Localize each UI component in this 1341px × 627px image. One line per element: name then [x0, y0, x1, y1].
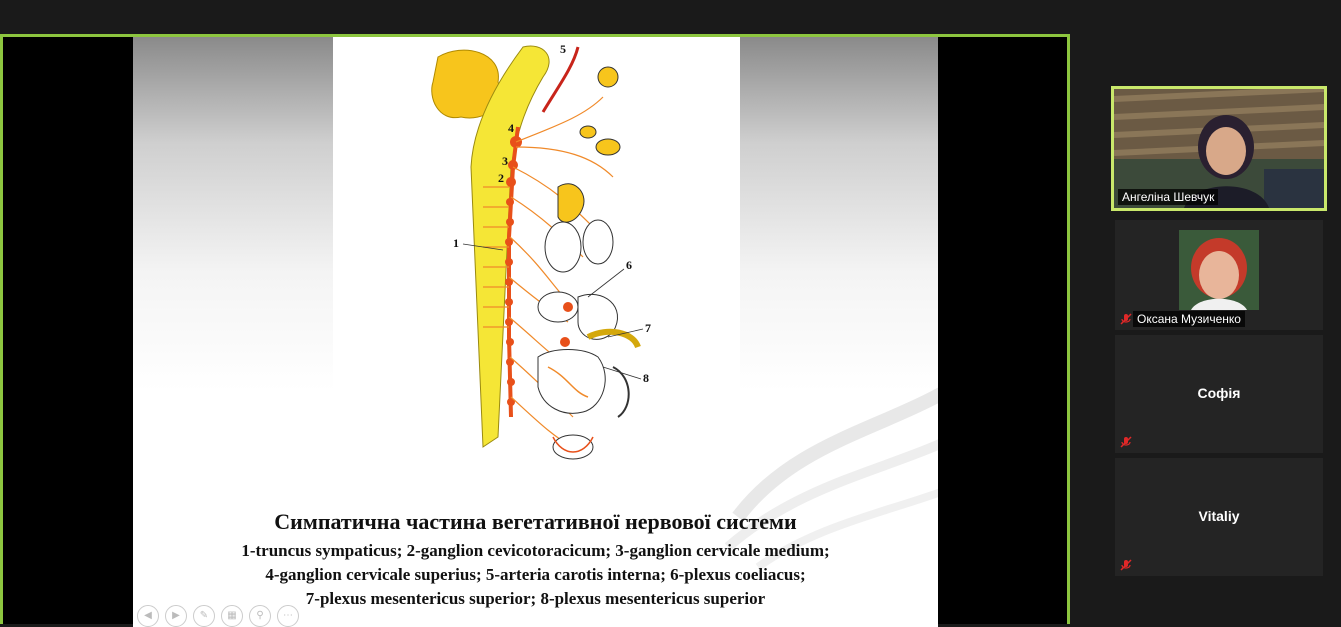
next-slide-icon[interactable]: ▶: [165, 605, 187, 627]
muted-microphone-icon: [1119, 435, 1133, 449]
participant-name: Vitaliy: [1198, 508, 1240, 524]
slide-title: Симпатична частина вегетативної нервової системи: [274, 509, 797, 534]
more-options-icon[interactable]: ⋯: [277, 605, 299, 627]
participant-name: Оксана Музиченко: [1133, 311, 1245, 327]
participant-tile-vitaliy[interactable]: [1115, 458, 1323, 576]
diagram-label-1: 1: [453, 236, 459, 250]
participant-name: Ангеліна Шевчук: [1118, 189, 1218, 205]
slide-legend-line-1: 1-truncus sympaticus; 2-ganglion cevicotoracicum; 3-ganglion cervicale medium;: [241, 541, 830, 560]
slide-decoration: [718, 317, 938, 577]
top-bar: [0, 0, 1341, 34]
diagram-label-4: 4: [508, 121, 514, 135]
previous-slide-icon[interactable]: ◀: [137, 605, 159, 627]
muted-microphone-icon: [1119, 312, 1133, 326]
slide-legend-line-3: 7-plexus mesentericus superior; 8-plexus mesentericus superior: [305, 589, 766, 608]
zoom-icon[interactable]: ⚲: [249, 605, 271, 627]
muted-microphone-icon: [1119, 558, 1133, 572]
sympathetic-nervous-system-diagram: [333, 37, 740, 477]
participant-name: Софія: [1197, 385, 1241, 401]
presentation-slide: [133, 37, 938, 627]
participant-tile-sofia[interactable]: [1115, 335, 1323, 453]
participant-tile-angelina[interactable]: [1111, 86, 1327, 211]
diagram-label-5: 5: [560, 42, 566, 56]
participant-tile-oksana[interactable]: [1115, 220, 1323, 330]
avatar: [1179, 230, 1259, 310]
pen-icon[interactable]: ✎: [193, 605, 215, 627]
diagram-label-7: 7: [645, 321, 651, 335]
diagram-label-3: 3: [502, 154, 508, 168]
diagram-label-6: 6: [626, 258, 632, 272]
slide-legend-line-2: 4-ganglion cervicale superius; 5-arteria carotis interna; 6-plexus coeliacus;: [265, 565, 806, 584]
slides-icon[interactable]: ▦: [221, 605, 243, 627]
screen-share-frame: [0, 34, 1070, 624]
diagram-label-2: 2: [498, 171, 504, 185]
diagram-label-8: 8: [643, 371, 649, 385]
